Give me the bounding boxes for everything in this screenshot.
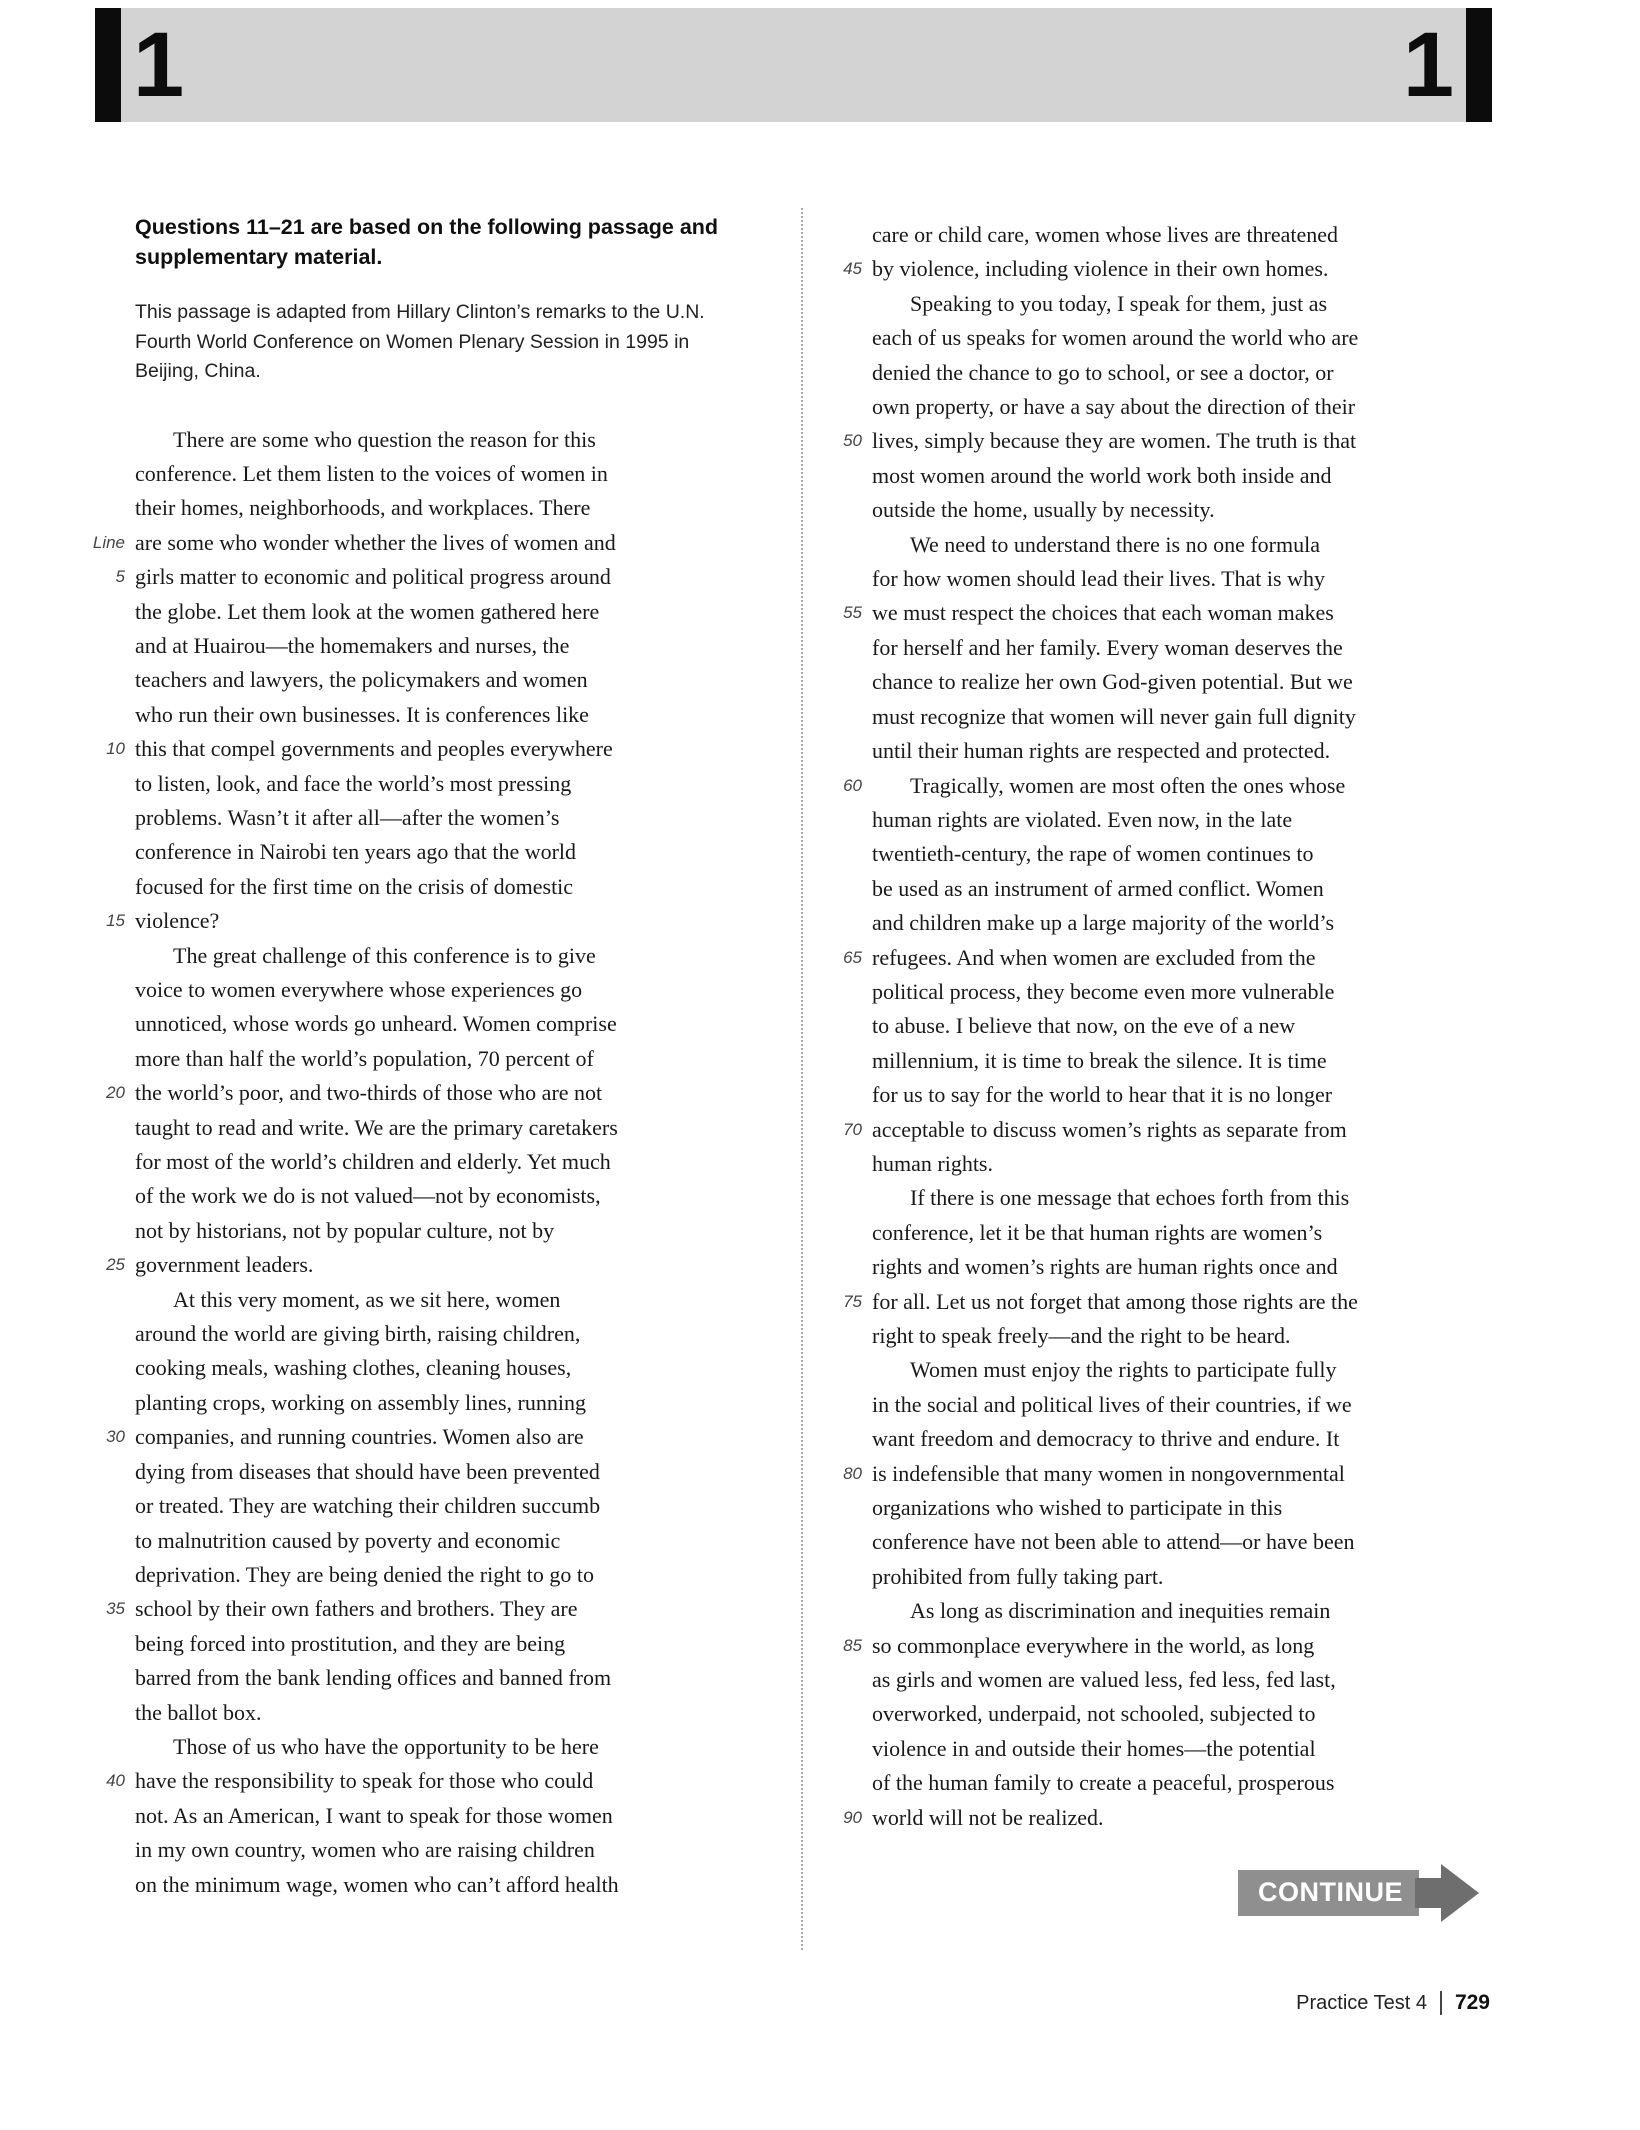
passage-line xyxy=(85,1764,790,1798)
passage-line xyxy=(822,528,1527,562)
passage-line xyxy=(85,1420,790,1454)
section-band-right xyxy=(1391,8,1492,122)
line-text: not by historians, not by popular culture, not by xyxy=(135,1217,555,1243)
passage-line xyxy=(822,1629,1527,1663)
passage-line xyxy=(822,1525,1527,1559)
line-text: for most of the world’s children and elderly. Yet much xyxy=(135,1149,611,1175)
passage-line xyxy=(822,975,1527,1009)
line-text: twentieth-century, the rape of women continues to xyxy=(872,841,1314,867)
passage-line xyxy=(85,1661,790,1695)
line-number xyxy=(85,1627,125,1661)
line-text: The great challenge of this conference is to give xyxy=(173,942,596,968)
line-number xyxy=(822,356,862,390)
line-number: 35 xyxy=(106,1599,125,1619)
passage-line xyxy=(822,1663,1527,1697)
line-number xyxy=(85,1283,125,1317)
line-number xyxy=(85,1317,125,1351)
line-text: barred from the bank lending offices and banned from xyxy=(135,1665,612,1691)
line-number xyxy=(822,1216,862,1250)
line-number xyxy=(822,1250,862,1284)
passage-line xyxy=(85,835,790,869)
line-number xyxy=(85,1042,125,1076)
line-text: are some who wonder whether the lives of women and xyxy=(135,529,616,555)
line-text: not. As an American, I want to speak for those women xyxy=(135,1802,613,1828)
passage-line xyxy=(822,356,1527,390)
passage-line xyxy=(822,252,1527,286)
line-number xyxy=(822,1353,862,1387)
line-number xyxy=(85,1386,125,1420)
line-text: outside the home, usually by necessity. xyxy=(872,497,1215,523)
passage-line xyxy=(822,1353,1527,1387)
passage-line xyxy=(822,1388,1527,1422)
line-text: the world’s poor, and two-thirds of those who are not xyxy=(135,1080,603,1106)
line-number xyxy=(822,975,862,1009)
line-number xyxy=(822,1078,862,1112)
line-text: companies, and running countries. Women also are xyxy=(135,1424,584,1450)
section-number-left: 1 xyxy=(133,14,185,116)
section-band-left-bar xyxy=(95,8,121,122)
line-text: prohibited from fully taking part. xyxy=(872,1563,1164,1589)
line-number: 30 xyxy=(106,1427,125,1447)
line-number: 50 xyxy=(843,431,862,451)
line-text: conference. Let them listen to the voices of women in xyxy=(135,460,608,486)
line-number xyxy=(85,1696,125,1730)
page-footer xyxy=(900,1988,1490,2018)
line-number xyxy=(822,562,862,596)
line-text: own property, or have a say about the direction of their xyxy=(872,394,1356,420)
line-number xyxy=(85,1455,125,1489)
line-number xyxy=(822,1663,862,1697)
passage-line xyxy=(822,700,1527,734)
continue-arrow-icon xyxy=(1415,1862,1481,1924)
passage-line xyxy=(822,1147,1527,1181)
line-text: problems. Wasn’t it after all—after the women’s xyxy=(135,804,560,830)
line-number xyxy=(85,1111,125,1145)
line-number: 75 xyxy=(843,1291,862,1311)
passage-line xyxy=(85,732,790,766)
line-number xyxy=(822,1766,862,1800)
passage-line xyxy=(822,803,1527,837)
passage-line xyxy=(85,1214,790,1248)
passage-line xyxy=(822,459,1527,493)
line-number: 65 xyxy=(843,947,862,967)
line-number xyxy=(822,1732,862,1766)
line-text: violence in and outside their homes—the potential xyxy=(872,1735,1316,1761)
line-number xyxy=(822,321,862,355)
line-number xyxy=(822,493,862,527)
line-number xyxy=(822,837,862,871)
line-number xyxy=(85,1730,125,1764)
line-number xyxy=(85,1558,125,1592)
continue-banner xyxy=(1238,1862,1481,1924)
line-number xyxy=(822,1388,862,1422)
passage-line xyxy=(822,1181,1527,1215)
line-number xyxy=(85,698,125,732)
line-text: We need to understand there is no one formula xyxy=(910,531,1320,557)
line-number xyxy=(822,459,862,493)
passage-line xyxy=(85,1076,790,1110)
passage-right-lines xyxy=(822,218,1527,1835)
line-number xyxy=(822,1491,862,1525)
line-number xyxy=(85,1833,125,1867)
line-text: government leaders. xyxy=(135,1252,314,1278)
line-number: 45 xyxy=(843,259,862,279)
passage-line xyxy=(85,1730,790,1764)
line-number xyxy=(85,1214,125,1248)
line-text: want freedom and democracy to thrive and endure. It xyxy=(872,1426,1340,1452)
line-text: girls matter to economic and political progress around xyxy=(135,564,611,590)
passage-line xyxy=(822,1422,1527,1456)
line-text: conference in Nairobi ten years ago that the world xyxy=(135,839,577,865)
line-text: If there is one message that echoes forth from this xyxy=(910,1185,1350,1211)
line-text: of the human family to create a peaceful, prosperous xyxy=(872,1770,1335,1796)
line-text: Women must enjoy the rights to participate fully xyxy=(910,1357,1337,1383)
line-text: and children make up a large majority of the world’s xyxy=(872,910,1335,936)
line-text: around the world are giving birth, raising children, xyxy=(135,1321,581,1347)
line-text: in the social and political lives of their countries, if we xyxy=(872,1391,1352,1417)
passage-line xyxy=(822,631,1527,665)
line-number xyxy=(85,1661,125,1695)
line-text: to abuse. I believe that now, on the eve of a new xyxy=(872,1013,1296,1039)
line-text: There are some who question the reason for this xyxy=(173,426,596,452)
passage-line xyxy=(85,457,790,491)
passage-line xyxy=(822,1044,1527,1078)
section-header-band xyxy=(95,8,1492,122)
passage-source-note: This passage is adapted from Hillary Clinton’s remarks to the U.N. Fourth World Conference on Women Plenary Session in 1995 in Beijing, China. xyxy=(135,301,705,382)
question-range-header: Questions 11–21 are based on the following passage and supplementary material. xyxy=(135,215,719,269)
passage-line xyxy=(85,801,790,835)
line-number xyxy=(822,1181,862,1215)
line-text: to listen, look, and face the world’s most pressing xyxy=(135,770,572,796)
line-text: refugees. And when women are excluded from the xyxy=(872,944,1316,970)
section-band-left xyxy=(95,8,196,122)
line-number xyxy=(85,1489,125,1523)
line-text: for how women should lead their lives. That is why xyxy=(872,566,1325,592)
line-text: for all. Let us not forget that among those rights are the xyxy=(872,1288,1358,1314)
passage-line xyxy=(822,1250,1527,1284)
passage-line xyxy=(85,595,790,629)
column-divider xyxy=(801,208,803,1950)
line-text: until their human rights are respected and protected. xyxy=(872,738,1331,764)
passage-line xyxy=(85,904,790,938)
line-text: dying from diseases that should have been prevented xyxy=(135,1458,600,1484)
line-number xyxy=(822,287,862,321)
line-number: 55 xyxy=(843,603,862,623)
line-text: by violence, including violence in their own homes. xyxy=(872,256,1329,282)
passage-line xyxy=(822,872,1527,906)
line-number: 10 xyxy=(106,739,125,759)
line-text: so commonplace everywhere in the world, as long xyxy=(872,1632,1315,1658)
line-number: 70 xyxy=(843,1119,862,1139)
passage-line xyxy=(822,1009,1527,1043)
passage-line xyxy=(822,1732,1527,1766)
passage-line xyxy=(85,1799,790,1833)
passage-line xyxy=(85,1524,790,1558)
line-text: conference have not been able to attend—or have been xyxy=(872,1529,1355,1555)
passage-line xyxy=(85,1042,790,1076)
line-text: chance to realize her own God-given potential. But we xyxy=(872,669,1353,695)
line-text: the ballot box. xyxy=(135,1699,262,1725)
line-number xyxy=(85,595,125,629)
passage-line xyxy=(822,1801,1527,1835)
passage-line xyxy=(85,491,790,525)
right-column xyxy=(822,218,1527,1835)
line-number xyxy=(822,218,862,252)
line-number: 20 xyxy=(106,1083,125,1103)
passage-line xyxy=(85,973,790,1007)
line-number xyxy=(85,491,125,525)
passage-line xyxy=(85,1145,790,1179)
line-text: unnoticed, whose words go unheard. Women comprise xyxy=(135,1011,617,1037)
line-text: must recognize that women will never gain full dignity xyxy=(872,703,1356,729)
line-text: acceptable to discuss women’s rights as separate from xyxy=(872,1116,1347,1142)
line-number xyxy=(85,1145,125,1179)
line-text: care or child care, women whose lives are threatened xyxy=(872,222,1339,247)
line-text: is indefensible that many women in nongovernmental xyxy=(872,1460,1345,1486)
line-number: 5 xyxy=(115,567,125,587)
line-text: cooking meals, washing clothes, cleaning houses, xyxy=(135,1355,572,1381)
line-text: Those of us who have the opportunity to be here xyxy=(173,1733,599,1759)
passage-line xyxy=(85,1283,790,1317)
passage-line xyxy=(85,939,790,973)
line-text: denied the chance to go to school, or see a doctor, or xyxy=(872,359,1334,385)
line-number xyxy=(85,1351,125,1385)
line-text: in my own country, women who are raising children xyxy=(135,1837,595,1863)
line-text: focused for the first time on the crisis of domestic xyxy=(135,873,574,899)
line-text: for us to say for the world to hear that it is no longer xyxy=(872,1082,1333,1108)
line-text: of the work we do is not valued—not by economists, xyxy=(135,1183,601,1209)
line-text: school by their own fathers and brothers. They are xyxy=(135,1596,578,1622)
passage-line xyxy=(822,769,1527,803)
line-number xyxy=(822,1594,862,1628)
line-number xyxy=(85,1868,125,1902)
line-number xyxy=(85,1179,125,1213)
line-text: political process, they become even more vulnerable xyxy=(872,978,1335,1004)
passage-line xyxy=(85,1351,790,1385)
line-number xyxy=(85,835,125,869)
line-text: we must respect the choices that each woman makes xyxy=(872,600,1334,626)
line-number: 85 xyxy=(843,1635,862,1655)
passage-line xyxy=(85,1627,790,1661)
line-number xyxy=(85,629,125,663)
passage-line xyxy=(85,560,790,594)
section-number-right: 1 xyxy=(1402,14,1454,116)
line-text: to malnutrition caused by poverty and economic xyxy=(135,1527,561,1553)
passage-line xyxy=(822,1491,1527,1525)
line-text: conference, let it be that human rights are women’s xyxy=(872,1219,1323,1245)
line-number xyxy=(85,663,125,697)
passage-line xyxy=(822,1457,1527,1491)
passage-line xyxy=(85,1489,790,1523)
line-text: voice to women everywhere whose experiences go xyxy=(135,977,583,1002)
line-number xyxy=(822,1009,862,1043)
line-text: their homes, neighborhoods, and workplaces. There xyxy=(135,495,591,521)
line-number xyxy=(85,1007,125,1041)
line-text: Speaking to you today, I speak for them, just as xyxy=(910,290,1328,316)
line-text: most women around the world work both inside and xyxy=(872,462,1332,488)
line-number xyxy=(822,1560,862,1594)
line-text: taught to read and write. We are the primary caretakers xyxy=(135,1114,618,1140)
line-number xyxy=(822,390,862,424)
passage-line xyxy=(85,1317,790,1351)
line-text: As long as discrimination and inequities remain xyxy=(910,1598,1331,1624)
continue-label: CONTINUE xyxy=(1238,1870,1419,1916)
line-text: and at Huairou—the homemakers and nurses, the xyxy=(135,632,570,658)
passage-line xyxy=(822,837,1527,871)
passage-line xyxy=(85,629,790,663)
line-text: be used as an instrument of armed conflict. Women xyxy=(872,875,1324,901)
passage-line xyxy=(85,1592,790,1626)
passage-left-lines xyxy=(85,423,790,1902)
line-number xyxy=(85,1799,125,1833)
line-number xyxy=(85,801,125,835)
passage-line xyxy=(822,734,1527,768)
line-number: Line xyxy=(92,532,125,552)
line-text: lives, simply because they are women. The truth is that xyxy=(872,428,1357,454)
passage-line xyxy=(822,1319,1527,1353)
line-number xyxy=(85,939,125,973)
passage-line xyxy=(85,663,790,697)
line-text: world will not be realized. xyxy=(872,1804,1104,1830)
line-text: organizations who wished to participate in this xyxy=(872,1495,1283,1521)
line-number xyxy=(85,870,125,904)
passage-line xyxy=(85,1386,790,1420)
line-text: overworked, underpaid, not schooled, subjected to xyxy=(872,1701,1316,1727)
line-text: deprivation. They are being denied the right to go to xyxy=(135,1561,595,1587)
line-text: right to speak freely—and the right to be heard. xyxy=(872,1323,1291,1348)
passage-line xyxy=(822,1078,1527,1112)
line-number xyxy=(822,1044,862,1078)
line-number: 25 xyxy=(106,1255,125,1275)
line-number xyxy=(85,423,125,457)
section-band-right-bar xyxy=(1466,8,1492,122)
footer-page-number: 729 xyxy=(1454,1991,1490,2014)
passage-line xyxy=(822,493,1527,527)
passage-line xyxy=(822,1560,1527,1594)
passage-line xyxy=(822,321,1527,355)
line-text: human rights are violated. Even now, in the late xyxy=(872,806,1293,832)
left-column xyxy=(85,212,790,1902)
line-number xyxy=(822,1525,862,1559)
line-text: who run their own businesses. It is conferences like xyxy=(135,701,589,727)
line-number xyxy=(822,1697,862,1731)
line-text: millennium, it is time to break the silence. It is time xyxy=(872,1047,1327,1073)
passage-line xyxy=(822,287,1527,321)
line-number: 60 xyxy=(843,775,862,795)
passage-line xyxy=(85,1179,790,1213)
passage-line xyxy=(822,665,1527,699)
passage-line xyxy=(85,526,790,560)
line-number xyxy=(85,457,125,491)
line-text: as girls and women are valued less, fed less, fed last, xyxy=(872,1667,1336,1693)
passage-line xyxy=(85,423,790,457)
passage-line xyxy=(85,1868,790,1902)
passage-line xyxy=(85,1558,790,1592)
passage-line xyxy=(822,596,1527,630)
line-number xyxy=(822,803,862,837)
line-text: Tragically, women are most often the ones whose xyxy=(910,772,1346,798)
line-text: being forced into prostitution, and they are being xyxy=(135,1630,566,1656)
line-number xyxy=(822,665,862,699)
passage-line xyxy=(822,1216,1527,1250)
passage-line xyxy=(822,1113,1527,1147)
passage-line xyxy=(822,1766,1527,1800)
line-text: human rights. xyxy=(872,1150,993,1176)
passage-line xyxy=(822,941,1527,975)
line-text: planting crops, working on assembly lines, running xyxy=(135,1389,586,1415)
line-number xyxy=(822,528,862,562)
line-number xyxy=(822,700,862,734)
passage-line xyxy=(822,906,1527,940)
line-number xyxy=(822,1319,862,1353)
passage-line xyxy=(822,1594,1527,1628)
passage-line xyxy=(822,562,1527,596)
line-text: on the minimum wage, women who can’t afford health xyxy=(135,1871,619,1897)
passage-line xyxy=(85,1248,790,1282)
line-text: or treated. They are watching their children succumb xyxy=(135,1493,601,1519)
passage-line xyxy=(822,1285,1527,1319)
passage-line xyxy=(85,1833,790,1867)
line-text: At this very moment, as we sit here, women xyxy=(173,1286,561,1312)
passage-line xyxy=(822,218,1527,252)
line-number: 90 xyxy=(843,1807,862,1827)
line-number xyxy=(822,872,862,906)
footer-divider xyxy=(1440,1991,1442,2015)
line-number xyxy=(85,973,125,1007)
line-text: violence? xyxy=(135,908,220,934)
passage-line xyxy=(85,1111,790,1145)
line-text: more than half the world’s population, 70 percent of xyxy=(135,1045,594,1071)
line-text: this that compel governments and peoples everywhere xyxy=(135,736,613,762)
passage-line xyxy=(85,1007,790,1041)
line-text: for herself and her family. Every woman deserves the xyxy=(872,634,1343,660)
passage-line xyxy=(822,424,1527,458)
line-number xyxy=(822,1147,862,1181)
line-number xyxy=(85,767,125,801)
passage-line xyxy=(85,767,790,801)
line-number xyxy=(822,631,862,665)
line-number: 80 xyxy=(843,1463,862,1483)
passage-line xyxy=(85,1455,790,1489)
line-number xyxy=(822,1422,862,1456)
line-text: have the responsibility to speak for those who could xyxy=(135,1768,594,1794)
line-number xyxy=(822,734,862,768)
line-number: 15 xyxy=(106,911,125,931)
passage-line xyxy=(85,698,790,732)
line-text: the globe. Let them look at the women gathered here xyxy=(135,598,600,624)
passage-line xyxy=(85,1696,790,1730)
line-number xyxy=(822,906,862,940)
line-text: teachers and lawyers, the policymakers and women xyxy=(135,667,588,693)
passage-line xyxy=(822,390,1527,424)
footer-test-label: Practice Test 4 xyxy=(1296,1991,1427,2014)
passage-line xyxy=(822,1697,1527,1731)
line-text: rights and women’s rights are human rights once and xyxy=(872,1254,1338,1280)
line-number: 40 xyxy=(106,1771,125,1791)
line-number xyxy=(85,1524,125,1558)
passage-line xyxy=(85,870,790,904)
line-text: each of us speaks for women around the world who are xyxy=(872,325,1359,351)
